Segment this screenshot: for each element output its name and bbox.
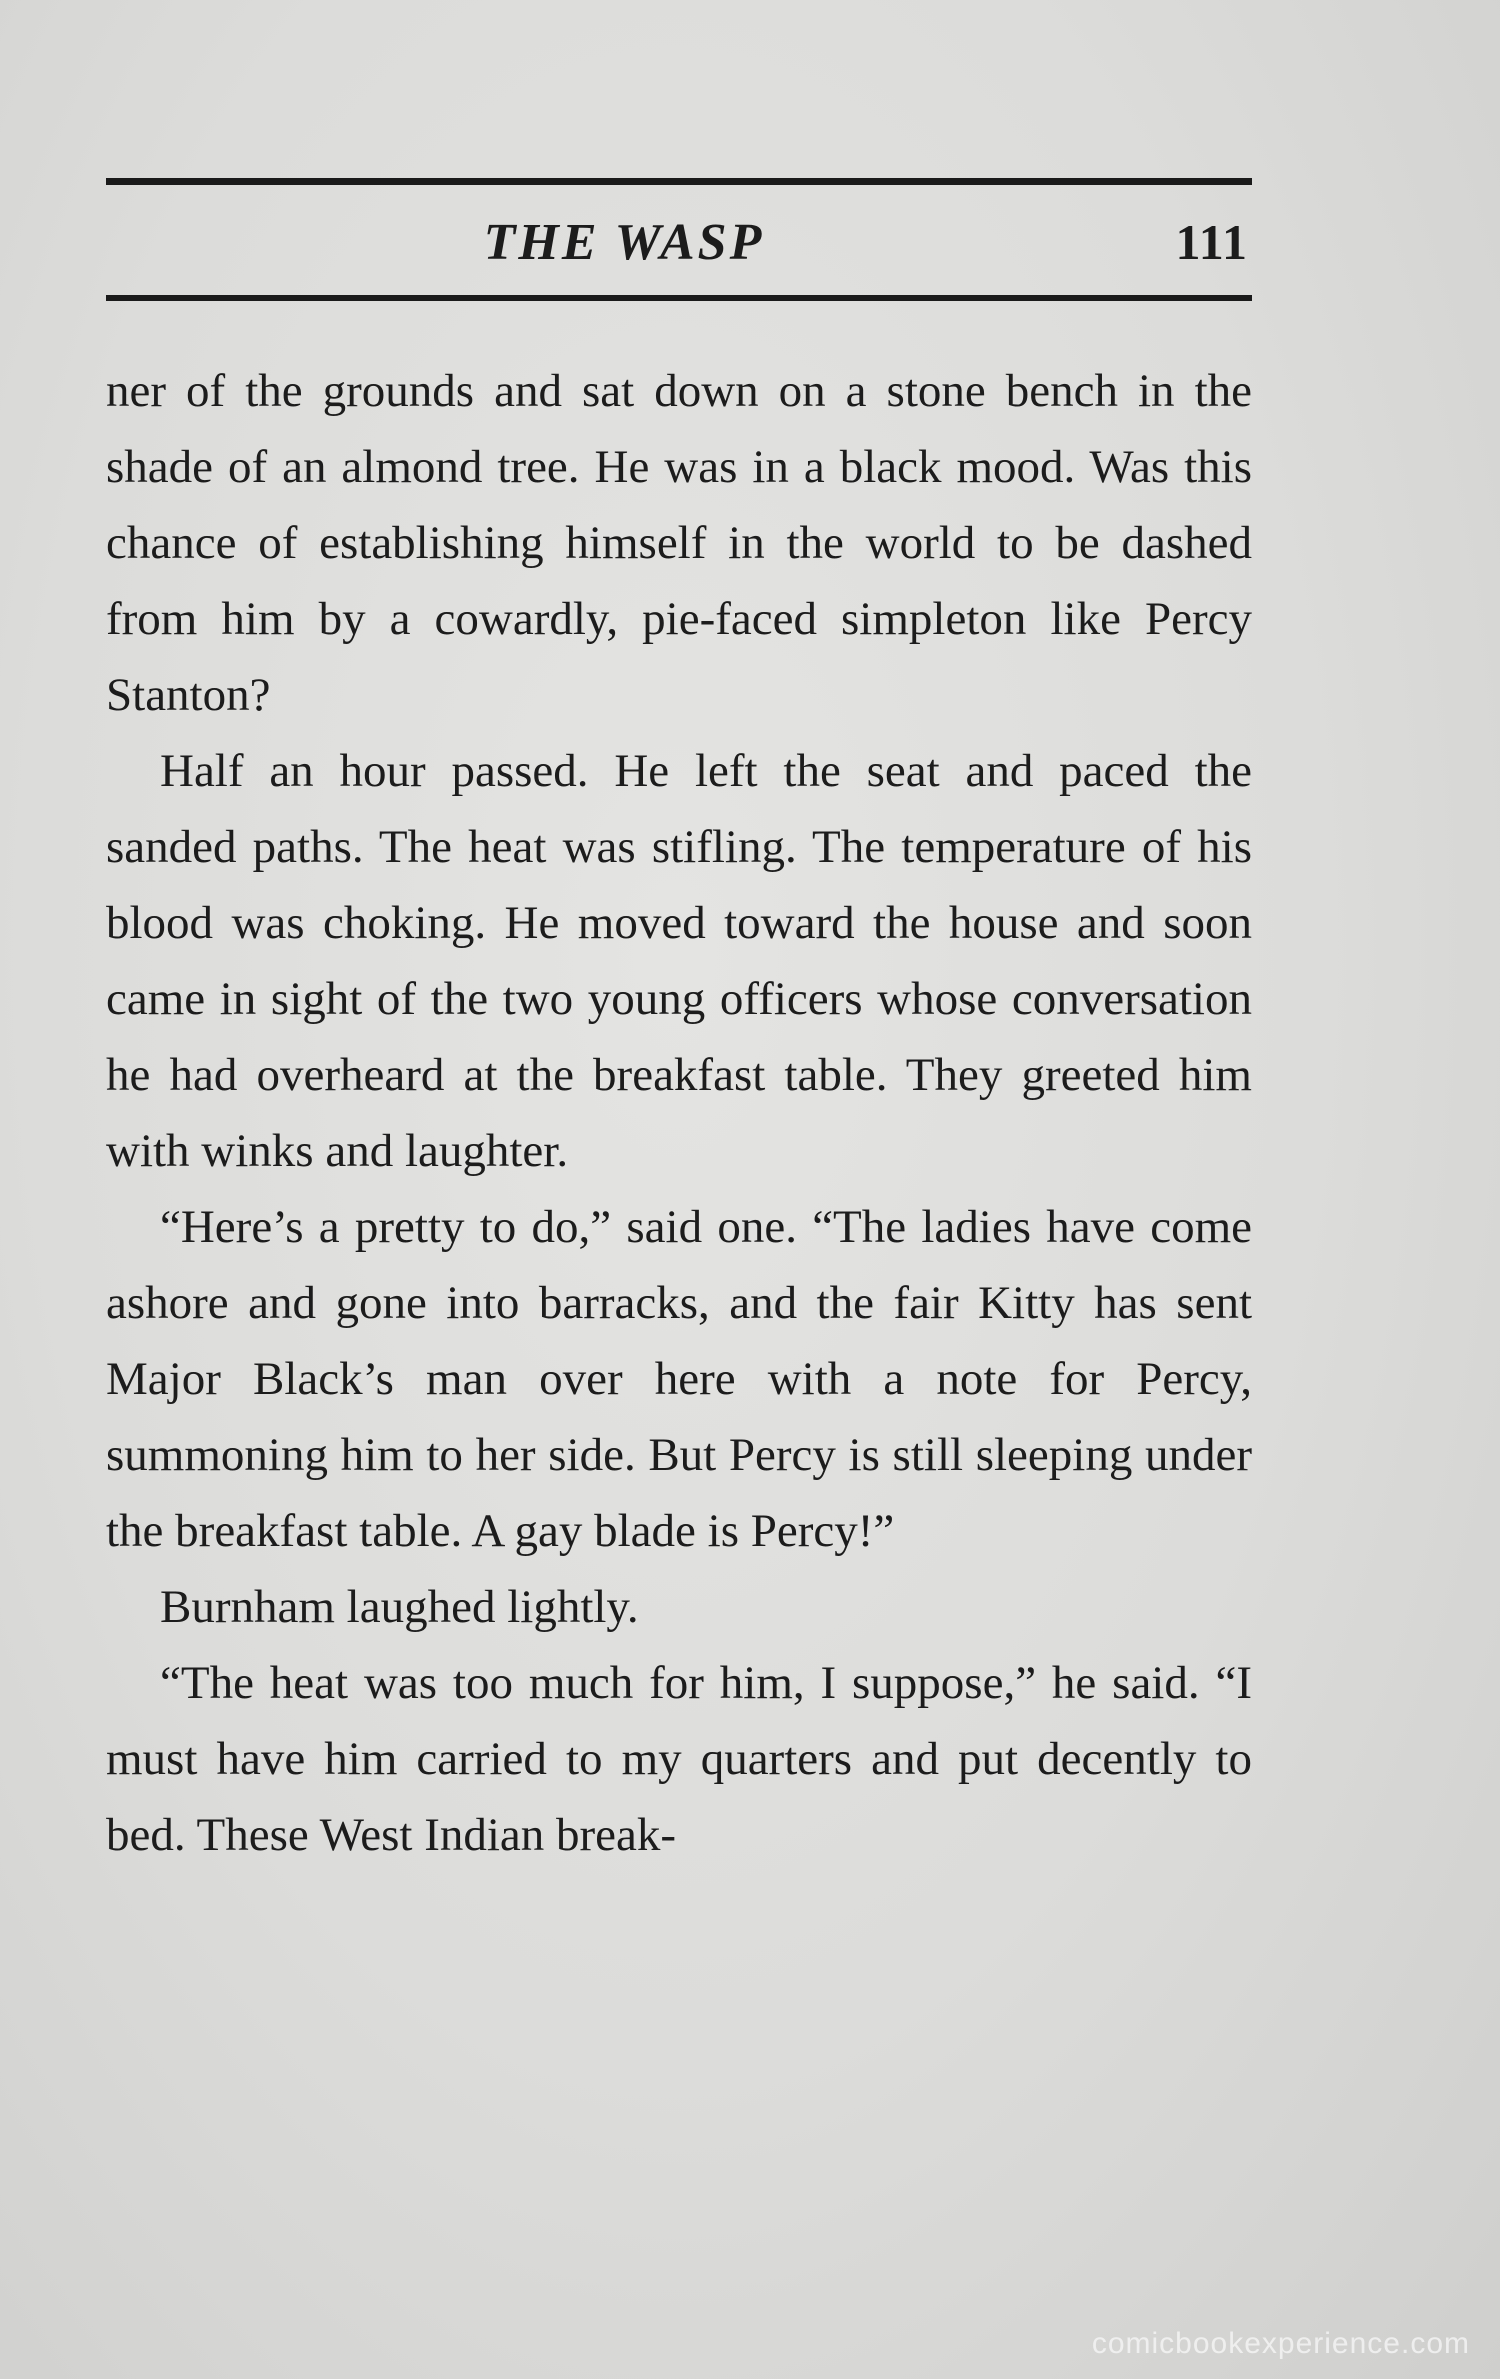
paragraph-2: Half an hour passed. He left the seat and paced the sanded paths. The heat was stifling. The temperature of his blood was choking. He moved toward the house and soon came in sight of the two young officers whose conversation he had overheard at the breakfast table. They greeted him with winks and laughter. [106, 745, 1252, 1177]
book-page [106, 178, 1252, 1873]
running-title: THE WASP [483, 214, 765, 271]
running-header [106, 185, 1252, 295]
watermark: comicbookexperience.com [1091, 2327, 1470, 2360]
paragraph-3: “Here’s a pretty to do,” said one. “The ladies have come ashore and gone into barracks, and the fair Kitty has sent Major Black’s man over here with a note for Percy, summoning him to her side. But Percy is still sleeping under the breakfast table. A gay blade is Percy!” [106, 1201, 1252, 1557]
page-number: 111 [1175, 214, 1248, 270]
paragraph-5: “The heat was too much for him, I suppose,” he said. “I must have him carried to my quarters and put decently to bed. These West Indian break- [106, 1657, 1252, 1861]
paragraph-1: ner of the grounds and sat down on a stone bench in the shade of an almond tree. He was in a black mood. Was this chance of establishing himself in the world to be dashed from him by a cowardly, pie-faced simpleton like Percy Stanton? [106, 365, 1252, 721]
header-bottom-rule [106, 295, 1252, 301]
paragraph-4: Burnham laughed lightly. [160, 1581, 639, 1633]
header-top-rule [106, 178, 1252, 185]
body-text [106, 353, 1252, 1873]
